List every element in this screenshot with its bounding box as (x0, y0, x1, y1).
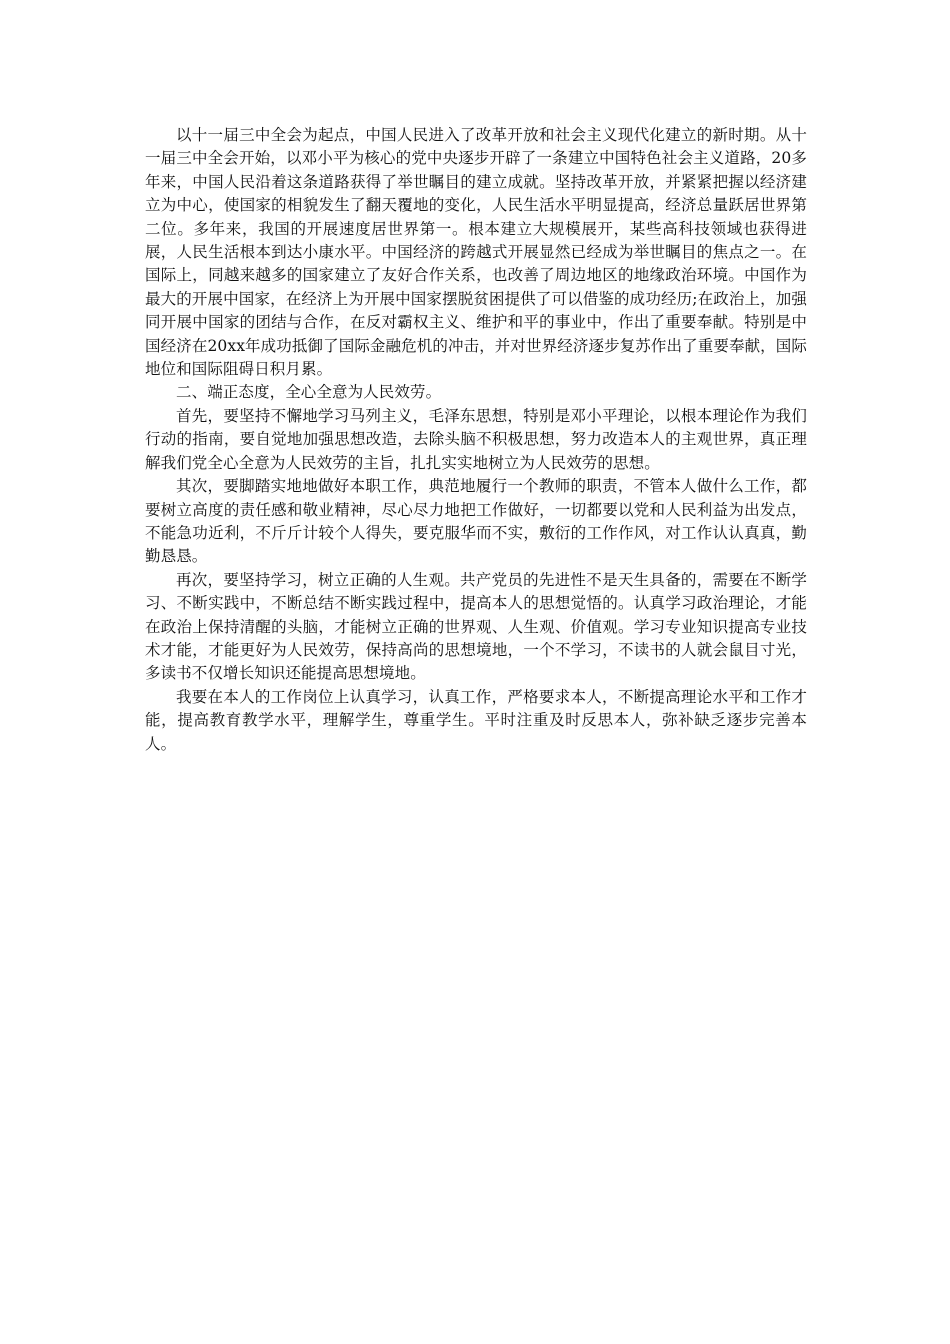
paragraph-third: 再次，要坚持学习，树立正确的人生观。共产党员的先进性不是天生具备的，需要在不断学习、不断实践中，不断总结不断实践过程中，提高本人的思想觉悟的。认真学习政治理论，才能在政治上保持清醒的头脑，才能树立正确的世界观、人生观、价值观。学习专业知识提高专业技术才能，才能更好为人民效劳，保持高尚的思想境地，一个不学习，不读书的人就会鼠目寸光，多读书不仅增长知识还能提高思想境地。 (145, 570, 807, 683)
paragraph-second: 其次，要脚踏实地地做好本职工作，典范地履行一个教师的职责，不管本人做什么工作，都要树立高度的责任感和敬业精神，尽心尽力地把工作做好，一切都要以党和人民利益为出发点，不能急功近利，不斤斤计较个人得失，要克服华而不实，敷衍的工作作风，对工作认认真真，勤勤恳恳。 (145, 477, 807, 566)
paragraph-conclusion: 我要在本人的工作岗位上认真学习，认真工作，严格要求本人，不断提高理论水平和工作才能，提高教育教学水平，理解学生，尊重学生。平时注重及时反思本人，弥补缺乏逐步完善本人。 (145, 687, 807, 753)
paragraph-reform-history: 以十一届三中全会为起点，中国人民进入了改革开放和社会主义现代化建立的新时期。从十一届三中全会开始，以邓小平为核心的党中央逐步开辟了一条建立中国特色社会主义道路，20多年来，中国人民沿着这条道路获得了举世瞩目的建立成就。坚持改革开放，并紧紧把握以经济建立为中心，使国家的相貌发生了翻天覆地的变化，人民生活水平明显提高，经济总量跃居世界第二位。多年来，我国的开展速度居世界第一。根本建立大规模展开，某些高科技领域也获得进展，人民生活根本到达小康水平。中国经济的跨越式开展显然已经成为举世瞩目的焦点之一。在国际上，同越来越多的国家建立了友好合作关系，也改善了周边地区的地缘政治环境。中国作为最大的开展中国家，在经济上为开展中国家摆脱贫困提供了可以借鉴的成功经历;在政治上，加强同开展中国家的团结与合作，在反对霸权主义、维护和平的事业中，作出了重要奉献。特别是中国经济在20xx年成功抵御了国际金融危机的冲击，并对世界经济逐步复苏作出了重要奉献，国际地位和国际阻碍日积月累。 (145, 126, 807, 379)
paragraph-first: 首先，要坚持不懈地学习马列主义，毛泽东思想，特别是邓小平理论，以根本理论作为我们行动的指南，要自觉地加强思想改造，去除头脑不积极思想，努力改造本人的主观世界，真正理解我们党全心全意为人民效劳的主旨，扎扎实实地树立为人民效劳的思想。 (145, 406, 807, 472)
document-body (145, 124, 807, 756)
section-heading-attitude: 二、端正态度，全心全意为人民效劳。 (176, 383, 442, 402)
